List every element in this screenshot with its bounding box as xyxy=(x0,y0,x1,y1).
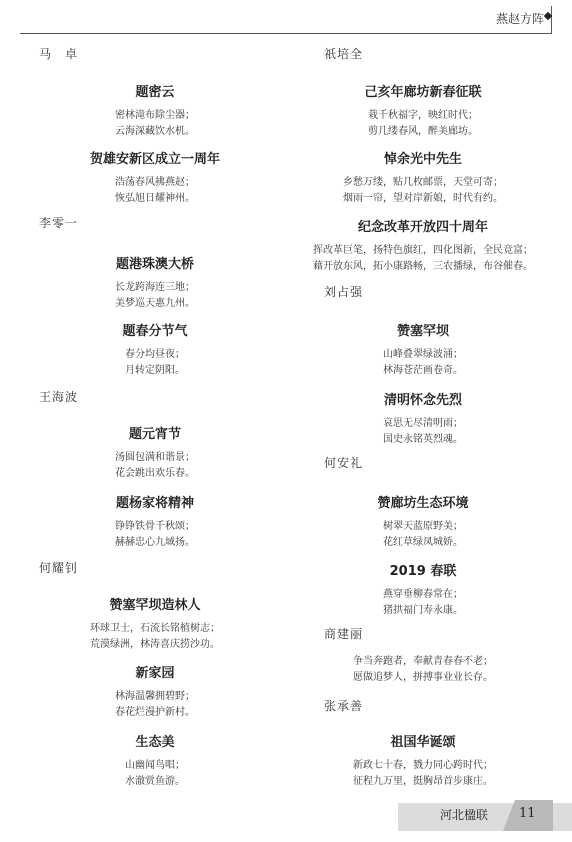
poem-title: 2019 春联 xyxy=(389,564,457,579)
author-name: 刘占强 xyxy=(324,285,364,299)
couplet-line: 哀思无尽清明雨； xyxy=(383,418,463,429)
poem-title: 题杨家将精神 xyxy=(115,496,194,511)
author-name: 何安礼 xyxy=(324,456,364,470)
couplet-line: 征程九万里，挺胸昂首步康庄。 xyxy=(353,775,493,787)
couplet-line: 愿做追梦人，拼搏事业业长存。 xyxy=(353,671,493,683)
couplet xyxy=(288,587,558,618)
couplet-line: 烟雨一帘，望对岸新娘，时代有约。 xyxy=(343,192,503,204)
author-name: 何耀钊 xyxy=(39,561,79,575)
couplet-line: 汤圆包满和谐景； xyxy=(115,452,195,463)
poem-title: 祖国华诞颂 xyxy=(390,735,456,750)
couplet-line: 春分均昼夜； xyxy=(125,349,185,360)
author-name: 祇培全 xyxy=(324,47,364,61)
couplet-line: 环球卫士，石流长铭植树志； xyxy=(90,623,220,634)
poem-title: 纪念改革开放四十周年 xyxy=(357,220,488,235)
couplet-line: 山峰叠翠绿波涌； xyxy=(383,349,463,360)
section-title: 燕赵方阵 xyxy=(495,12,544,26)
couplet-line: 树翠天蓝原野美； xyxy=(383,521,463,532)
couplet xyxy=(288,519,558,550)
couplet-line: 赫赫忠心九域扬。 xyxy=(115,536,195,548)
couplet-line: 花会跳出欢乐春。 xyxy=(115,467,195,479)
couplet-line: 燕穿垂柳春常在； xyxy=(383,589,463,600)
couplet-line: 月转定阴阳。 xyxy=(125,364,185,376)
couplet xyxy=(25,519,285,550)
poem-title: 题春分节气 xyxy=(122,324,188,339)
couplet-line: 山幽闻鸟唱； xyxy=(125,760,185,771)
couplet xyxy=(25,758,285,789)
poem-title: 悼余光中先生 xyxy=(383,152,462,167)
couplet-line: 恢弘旭日耀神州。 xyxy=(115,192,195,204)
couplet xyxy=(25,280,285,311)
couplet-line: 浩荡春风拂燕赵； xyxy=(115,177,195,188)
couplet-line: 栽千秋福字，映红时代； xyxy=(368,110,478,121)
couplet xyxy=(25,108,285,139)
couplet xyxy=(288,175,558,206)
author-name: 商建丽 xyxy=(324,627,364,641)
couplet-line: 猪拱福门寿永康。 xyxy=(383,604,463,616)
couplet-line: 争当奔跑者，奉献青春春不老； xyxy=(353,656,493,667)
couplet-line: 林海苍茫画卷奇。 xyxy=(383,364,463,376)
couplet-line: 新政七十春，戮力同心跨时代； xyxy=(353,760,493,771)
couplet xyxy=(25,347,285,378)
poem-title: 贺雄安新区成立一周年 xyxy=(89,152,220,167)
couplet-line: 美梦巡天惠九州。 xyxy=(115,297,195,309)
couplet-line: 花红草绿凤城娇。 xyxy=(383,536,463,548)
poem-title: 赞塞罕坝 xyxy=(396,324,449,339)
couplet-line: 林海温馨拥碧野； xyxy=(115,691,195,702)
poem-title: 生态美 xyxy=(135,735,175,750)
author-name: 张承善 xyxy=(324,699,364,713)
couplet xyxy=(288,243,558,274)
poem-title: 己亥年廊坊新春征联 xyxy=(364,85,482,100)
couplet-line: 乡愁万缕，贴几枚邮票，天堂可寄； xyxy=(343,177,503,188)
couplet-line: 长龙跨海连三地； xyxy=(115,282,195,293)
header-vertical-rule xyxy=(551,6,552,34)
author-name: 马 卓 xyxy=(39,47,79,61)
poem-title: 清明怀念先烈 xyxy=(383,393,462,408)
couplet xyxy=(288,347,558,378)
couplet-line: 挥改革巨笔，扬特色旗红，四化图新，全民竞富； xyxy=(313,245,533,256)
header-rule xyxy=(20,33,552,34)
couplet xyxy=(25,450,285,481)
couplet-line: 国史永铭英烈魂。 xyxy=(383,433,463,445)
couplet-line: 藉开放东风，拓小康路畅，三农播绿，布谷催春。 xyxy=(313,260,533,272)
poem-title: 赞廊坊生态环境 xyxy=(377,496,469,511)
magazine-name: 河北楹联 xyxy=(440,808,489,822)
couplet-line: 云海深藏饮水机。 xyxy=(115,125,195,137)
couplet-line: 密林滝布除尘器； xyxy=(115,110,195,121)
poem-title: 题港珠澳大桥 xyxy=(115,257,194,272)
couplet-line: 剪几缕春风，醉美廊坊。 xyxy=(368,125,478,137)
couplet xyxy=(25,175,285,206)
page-number: 11 xyxy=(519,806,536,821)
couplet xyxy=(288,416,558,447)
couplet xyxy=(288,654,558,685)
author-name: 李零一 xyxy=(39,216,79,230)
couplet-line: 水澈赏鱼游。 xyxy=(125,775,185,787)
poem-title: 题密云 xyxy=(135,85,175,100)
poem-title: 题元宵节 xyxy=(128,427,181,442)
couplet-line: 春花烂漫护新村。 xyxy=(115,706,195,718)
couplet xyxy=(25,689,285,720)
couplet-line: 铮铮铁骨千秋颂； xyxy=(115,521,195,532)
poem-title: 新家园 xyxy=(135,666,175,681)
couplet xyxy=(25,621,285,652)
couplet-line: 荒漠绿洲，林涛喜庆捞沙功。 xyxy=(90,638,220,650)
couplet xyxy=(288,108,558,139)
couplet xyxy=(288,758,558,789)
author-name: 王海波 xyxy=(39,390,79,404)
poem-title: 赞塞罕坝造林人 xyxy=(109,598,201,613)
